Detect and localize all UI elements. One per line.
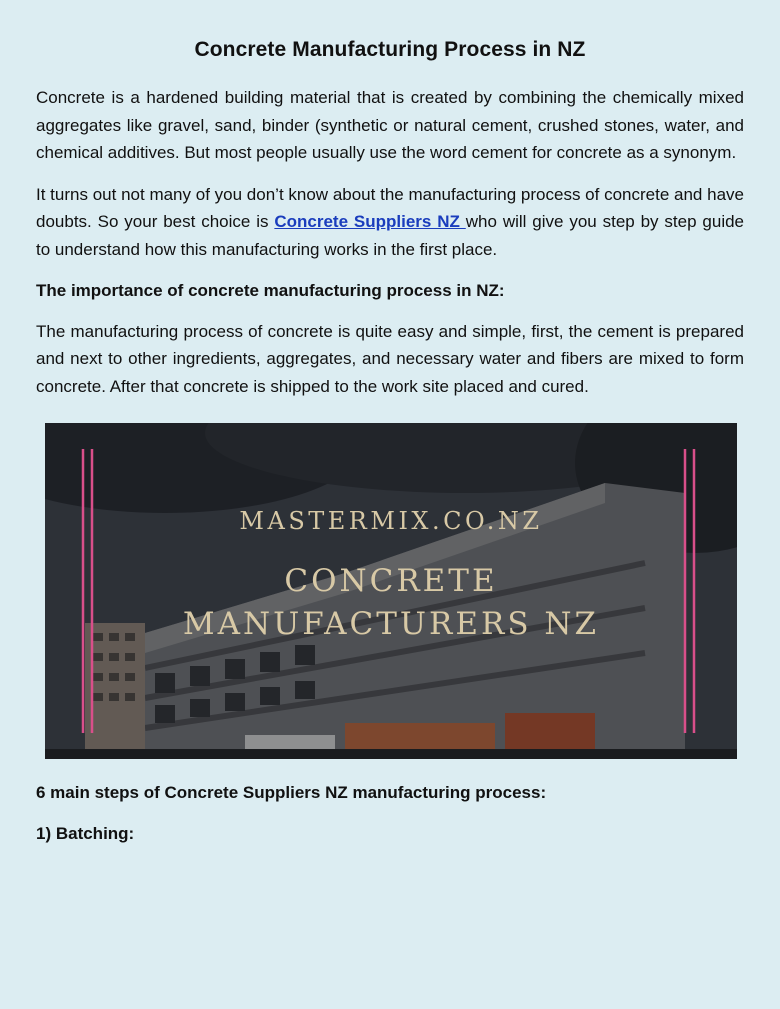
intro-paragraph: Concrete is a hardened building material that is created by combining the chemically mixed aggregates like gravel, sand, binder (synthetic or natural cement, crushed stones, water, and chemical additives. But most people usually use the word cement for concrete as a synonym. [36, 88, 744, 162]
document-page [36, 38, 744, 860]
step-1-heading: 1) Batching: [36, 823, 135, 843]
suppliers-paragraph [36, 181, 744, 264]
process-paragraph: The manufacturing process of concrete is quite easy and simple, first, the cement is prepared and next to other ingredients, aggregates, and necessary water and fibers are mixed to form concrete. After that concrete is shipped to the work site placed and cured. [36, 321, 744, 396]
banner-title-line1: CONCRETE [284, 563, 498, 599]
suppliers-text-before: It turns out not many of you don’t know about the manufacturing process of concrete and have doubts. So your best choice is [36, 184, 744, 231]
importance-heading: The importance of concrete manufacturing process in NZ: [36, 281, 505, 300]
banner-title-line2: MANUFACTURERS NZ [182, 606, 600, 642]
suppliers-text-after: who will give you step by step guide to understand how this manufacturing works in the first place. [36, 212, 745, 259]
mastermix-banner-image [45, 423, 737, 759]
steps-heading: 6 main steps of Concrete Suppliers NZ manufacturing process: [36, 783, 547, 802]
banner-site-name: MASTERMIX.CO.NZ [239, 507, 543, 535]
concrete-suppliers-link[interactable]: Concrete Suppliers NZ [274, 212, 466, 231]
page-title: Concrete Manufacturing Process in NZ [194, 38, 586, 61]
